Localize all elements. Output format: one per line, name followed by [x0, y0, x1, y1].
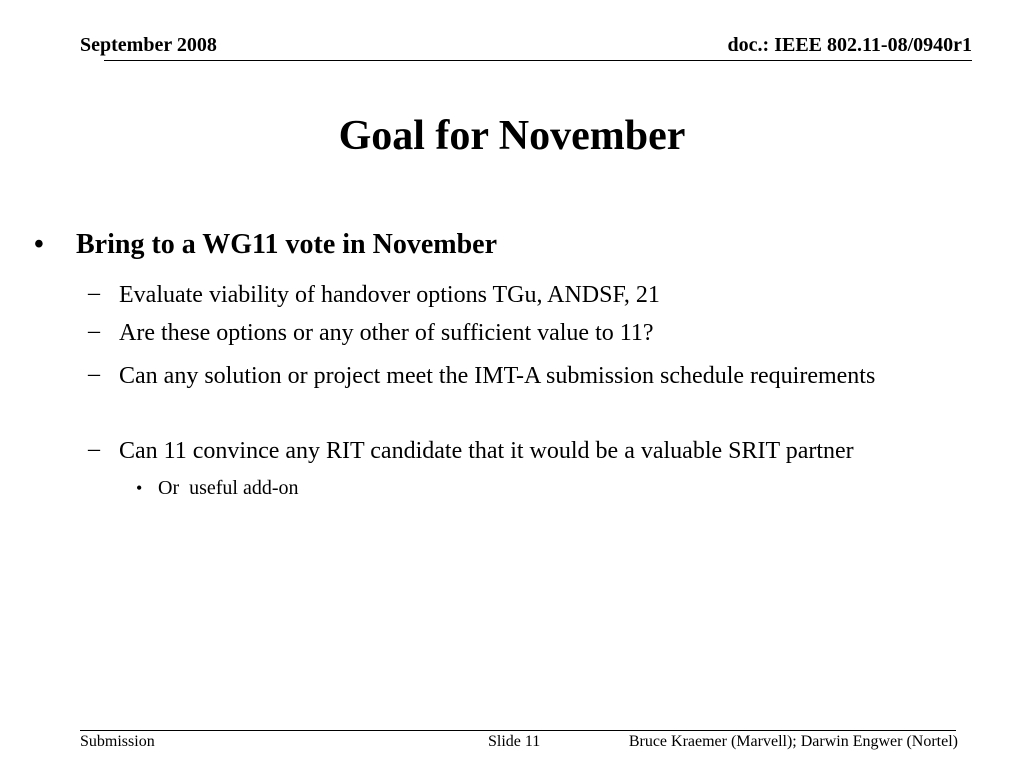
bullet-marker: • — [34, 229, 44, 260]
bullet-text: Bring to a WG11 vote in November — [76, 229, 498, 260]
footer-authors: Bruce Kraemer (Marvell); Darwin Engwer (Nortel) — [628, 733, 958, 750]
sub-bullet-marker: – — [88, 361, 100, 387]
footer-slide-number: Slide 11 — [488, 733, 541, 750]
sub-bullet-marker: – — [88, 318, 100, 344]
sub-bullet-text: Are these options or any other of sufficient value to 11? — [119, 320, 654, 346]
header-doc-id: doc.: IEEE 802.11-08/0940r1 — [727, 34, 972, 56]
sub-sub-bullet-marker: • — [136, 478, 143, 498]
sub-bullet-text: Can 11 convince any RIT candidate that it would be a valuable SRIT partner — [119, 438, 854, 464]
sub-bullet-text: Evaluate viability of handover options TGu, ANDSF, 21 — [119, 282, 660, 308]
footer-submission: Submission — [80, 733, 155, 750]
slide-title: Goal for November — [338, 113, 686, 159]
sub-bullet-text: Can any solution or project meet the IMT-A submission schedule requirements — [119, 363, 876, 389]
sub-sub-bullet-text: Or useful add-on — [158, 477, 299, 499]
header-date: September 2008 — [80, 34, 217, 56]
sub-bullet-marker: – — [88, 280, 100, 306]
footer-divider — [80, 730, 956, 731]
sub-bullet-marker: – — [88, 436, 100, 462]
